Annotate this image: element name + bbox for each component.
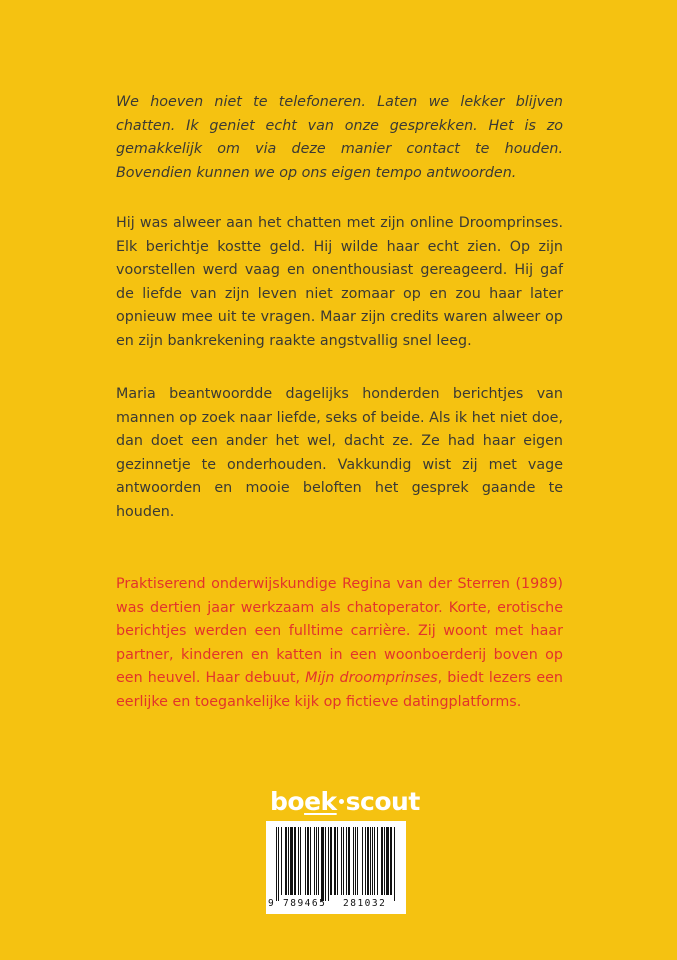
barcode-bar (318, 827, 319, 895)
barcode-bar (290, 827, 293, 895)
barcode-bar (300, 827, 301, 895)
barcode-bar (386, 827, 389, 895)
barcode-bar (305, 827, 306, 895)
barcode-bar (348, 827, 350, 895)
barcode-bar (377, 827, 378, 895)
blurb-paragraph-2: Maria beantwoordde dagelijks honderden berichtjes van mannen op zoek naar liefde, seks of beide. Als ik het niet doe, dan doet een ander het wel, dacht ze. Ze had haar eigen gezinnetje te onderhouden. Vakkundig wist zij met vage antwoorden en mooie beloften het gesprek gaande te houden. (116, 386, 563, 520)
barcode-bar (374, 827, 375, 895)
barcode-digits (266, 898, 406, 912)
barcode-bar (294, 827, 296, 895)
barcode-bar (307, 827, 309, 895)
barcode-bar (276, 827, 277, 901)
barcode-bar (278, 827, 279, 901)
logo-part-scout: scout (345, 787, 420, 816)
barcode-bar (343, 827, 344, 895)
barcode-bar (394, 827, 395, 901)
author-bio-text-start: Praktiserend onderwijskundige Regina van der Sterren (1989) was dertien jaar werkzaam als chatoperator. Korte, erotische berichtjes werden een fulltime carrière. Zij woont met haar partner, kinderen en katten in een woonboerderij boven op een heuvel. Haar debuut, (116, 576, 563, 686)
barcode-bar (353, 827, 354, 895)
barcode-bar (372, 827, 373, 895)
barcode-bar (370, 827, 371, 895)
barcode-bar (362, 827, 363, 895)
barcode-bar (337, 827, 338, 895)
barcode-bar (341, 827, 342, 895)
barcode-bar (316, 827, 317, 895)
back-cover-quote: We hoeven niet te telefoneren. Laten we lekker blijven chatten. Ik geniet echt van onze gesprekken. Het is zo gemakkelijk om via deze manier contact te houden. Bovendien kunnen we op ons eigen tempo antwoorden. (116, 94, 563, 181)
barcode-bars (274, 827, 398, 901)
blurb-paragraph-1: Hij was alweer aan het chatten met zijn online Droomprinses. Elk berichtje kostte geld. Hij wilde haar echt zien. Op zijn voorstellen werd vaag en onenthousiast gereageerd. Hij gaf de liefde van zijn leven niet zomaar op en zou haar later opnieuw mee uit te vragen. Maar zijn credits waren alweer op en zijn bankrekening raakte angstvallig snel leeg. (116, 215, 563, 349)
barcode-bar (314, 827, 315, 895)
barcode-bar (390, 827, 392, 895)
barcode-bar (365, 827, 366, 895)
logo-part-ek: ek (304, 787, 337, 816)
logo-dot (339, 799, 344, 804)
barcode-bar (381, 827, 383, 895)
barcode-bar (281, 827, 282, 895)
barcode-bar (334, 827, 336, 895)
barcode-bar (288, 827, 289, 895)
barcode-bar (384, 827, 385, 895)
barcode-bar (285, 827, 287, 895)
barcode-bar (321, 827, 324, 901)
barcode-bar (298, 827, 299, 895)
barcode-digit-first: 9 (268, 898, 274, 909)
barcode-bar (367, 827, 369, 895)
barcode-bar (310, 827, 311, 895)
barcode-bar (328, 827, 329, 901)
logo-part-bo: bo (270, 787, 305, 816)
barcode-bar (325, 827, 326, 901)
barcode-bar (357, 827, 358, 895)
barcode-digits-right: 281032 (343, 898, 387, 909)
barcode-bar (346, 827, 347, 895)
author-bio-text-end: , biedt lezers een eerlijke en toegankelijke kijk op fictieve datingplatforms. (116, 670, 563, 710)
author-bio (116, 573, 563, 714)
publisher-logo (270, 787, 420, 817)
barcode-digits-left: 789465 (283, 898, 327, 909)
barcode-bar (355, 827, 356, 895)
book-title: Mijn droomprinses (305, 670, 438, 686)
isbn-barcode (266, 821, 406, 914)
barcode-bar (330, 827, 332, 895)
